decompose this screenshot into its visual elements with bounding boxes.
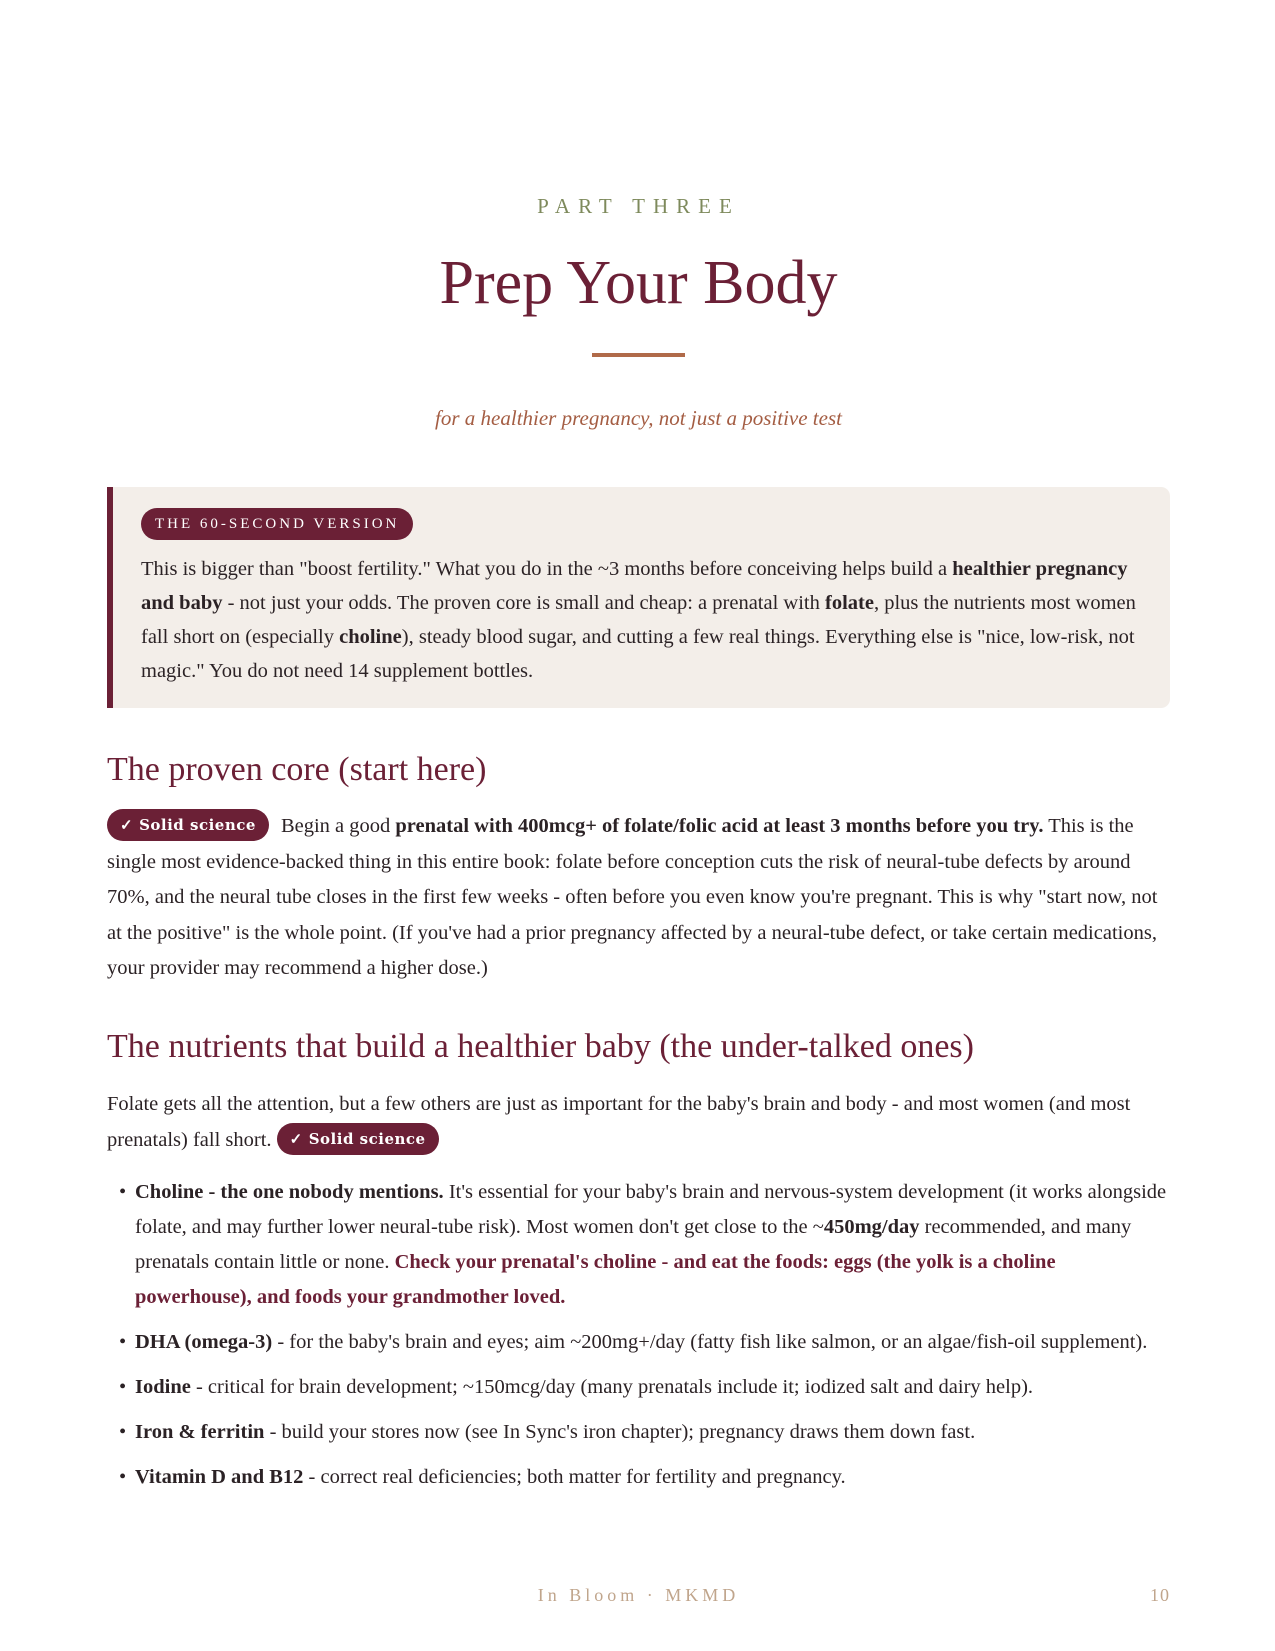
list-item-emphasis: Check your prenatal's choline - and eat the foods: eggs (the yolk is a choline powerhouse), and foods your grandmother loved. bbox=[135, 1251, 1056, 1308]
summary-text-part: - not just your odds. The proven core is small and cheap: a prenatal with bbox=[222, 592, 825, 614]
part-label: PART THREE bbox=[537, 194, 740, 218]
list-item-title: Vitamin D and B12 bbox=[135, 1466, 304, 1488]
list-item-iodine bbox=[119, 1370, 1170, 1405]
list-item-bold: 450mg/day bbox=[823, 1216, 920, 1238]
paragraph-text: Folate gets all the attention, but a few others are just as important for the baby's brain and body - and most women (and most prenatals) fall short. bbox=[107, 1093, 1131, 1151]
bullet-icon: • bbox=[119, 1466, 127, 1488]
paragraph-bold: prenatal with 400mcg+ of folate/folic acid at least 3 months before you try. bbox=[395, 815, 1044, 837]
list-item-text: - correct real deficiencies; both matter for fertility and pregnancy. bbox=[303, 1466, 846, 1488]
nutrients-intro bbox=[107, 1087, 1170, 1158]
solid-science-badge bbox=[107, 809, 269, 841]
summary-callout bbox=[107, 487, 1170, 708]
list-item-dha bbox=[119, 1325, 1170, 1360]
bullet-icon: • bbox=[119, 1421, 127, 1443]
solid-science-badge bbox=[277, 1123, 439, 1155]
list-item-choline bbox=[119, 1175, 1170, 1315]
bullet-icon: • bbox=[119, 1376, 127, 1398]
page-subtitle: for a healthier pregnancy, not just a positive test bbox=[435, 406, 842, 430]
footer-text: In Bloom · MKMD bbox=[537, 1585, 740, 1605]
list-item-title: Iodine bbox=[135, 1376, 191, 1398]
summary-text-part: This is bigger than "boost fertility." What you do in the ~3 months before conceiving helps build a bbox=[141, 558, 953, 580]
list-item-vitamin-d-b12 bbox=[119, 1460, 1170, 1495]
summary-text-part: ), steady blood sugar, and cutting a few real things. Everything else is "nice, low-risk, not magic." You do not need 14 supplement bottles. bbox=[141, 626, 1135, 682]
badge-label: Solid science bbox=[308, 1129, 426, 1148]
summary-label-pill: THE 60-SECOND VERSION bbox=[141, 508, 413, 540]
proven-core-paragraph bbox=[107, 809, 1170, 987]
list-item-iron bbox=[119, 1415, 1170, 1450]
list-item-title: Iron & ferritin bbox=[135, 1421, 265, 1443]
check-icon: ✓ bbox=[289, 1129, 303, 1148]
list-item-text: - for the baby's brain and eyes; aim ~200mg+/day (fatty fish like salmon, or an algae/fish-oil supplement). bbox=[272, 1331, 1148, 1353]
page-title: Prep Your Body bbox=[439, 249, 838, 317]
list-item-title: Choline - the one nobody mentions. bbox=[135, 1181, 444, 1203]
paragraph-text: Begin a good bbox=[280, 815, 396, 837]
section-heading-proven-core: The proven core (start here) bbox=[107, 751, 487, 788]
list-item-text: recommended, and many prenatals contain little or none. bbox=[135, 1216, 1132, 1273]
summary-text-part: , plus the nutrients most women fall short on (especially bbox=[141, 592, 1136, 648]
section-heading-nutrients: The nutrients that build a healthier baby (the under-talked ones) bbox=[107, 1028, 974, 1065]
page bbox=[107, 0, 1170, 1651]
nutrient-list bbox=[119, 1175, 1170, 1505]
summary-bold: healthier pregnancy and baby bbox=[141, 558, 1128, 614]
summary-bold: choline bbox=[339, 626, 402, 648]
list-item-text: - build your stores now (see In Sync's iron chapter); pregnancy draws them down fast. bbox=[264, 1421, 976, 1443]
bullet-icon: • bbox=[119, 1181, 127, 1203]
list-item-text: It's essential for your baby's brain and nervous-system development (it works alongside folate, and may further lower neural-tube risk). Most women don't get close to the ~ bbox=[135, 1181, 1167, 1238]
paragraph-text: This is the single most evidence-backed thing in this entire book: folate before conception cuts the risk of neural-tube defects by around 70%, and the neural tube closes in the first few weeks - often before you even know you're pregnant. This is why "start now, not at the positive" is the whole point. (If you've had a prior pregnancy affected by a neural-tube defect, or take certain medications, your provider may recommend a higher dose.) bbox=[107, 815, 1158, 979]
title-divider bbox=[592, 353, 685, 357]
summary-bold: folate bbox=[825, 592, 874, 614]
badge-label: Solid science bbox=[139, 816, 256, 834]
list-item-title: DHA (omega-3) bbox=[135, 1331, 273, 1353]
bullet-icon: • bbox=[119, 1331, 127, 1353]
check-icon: ✓ bbox=[120, 816, 134, 834]
list-item-text: - critical for brain development; ~150mcg/day (many prenatals include it; iodized salt and dairy help). bbox=[190, 1376, 1034, 1398]
page-number: 10 bbox=[1150, 1585, 1170, 1605]
summary-text bbox=[141, 552, 1142, 688]
